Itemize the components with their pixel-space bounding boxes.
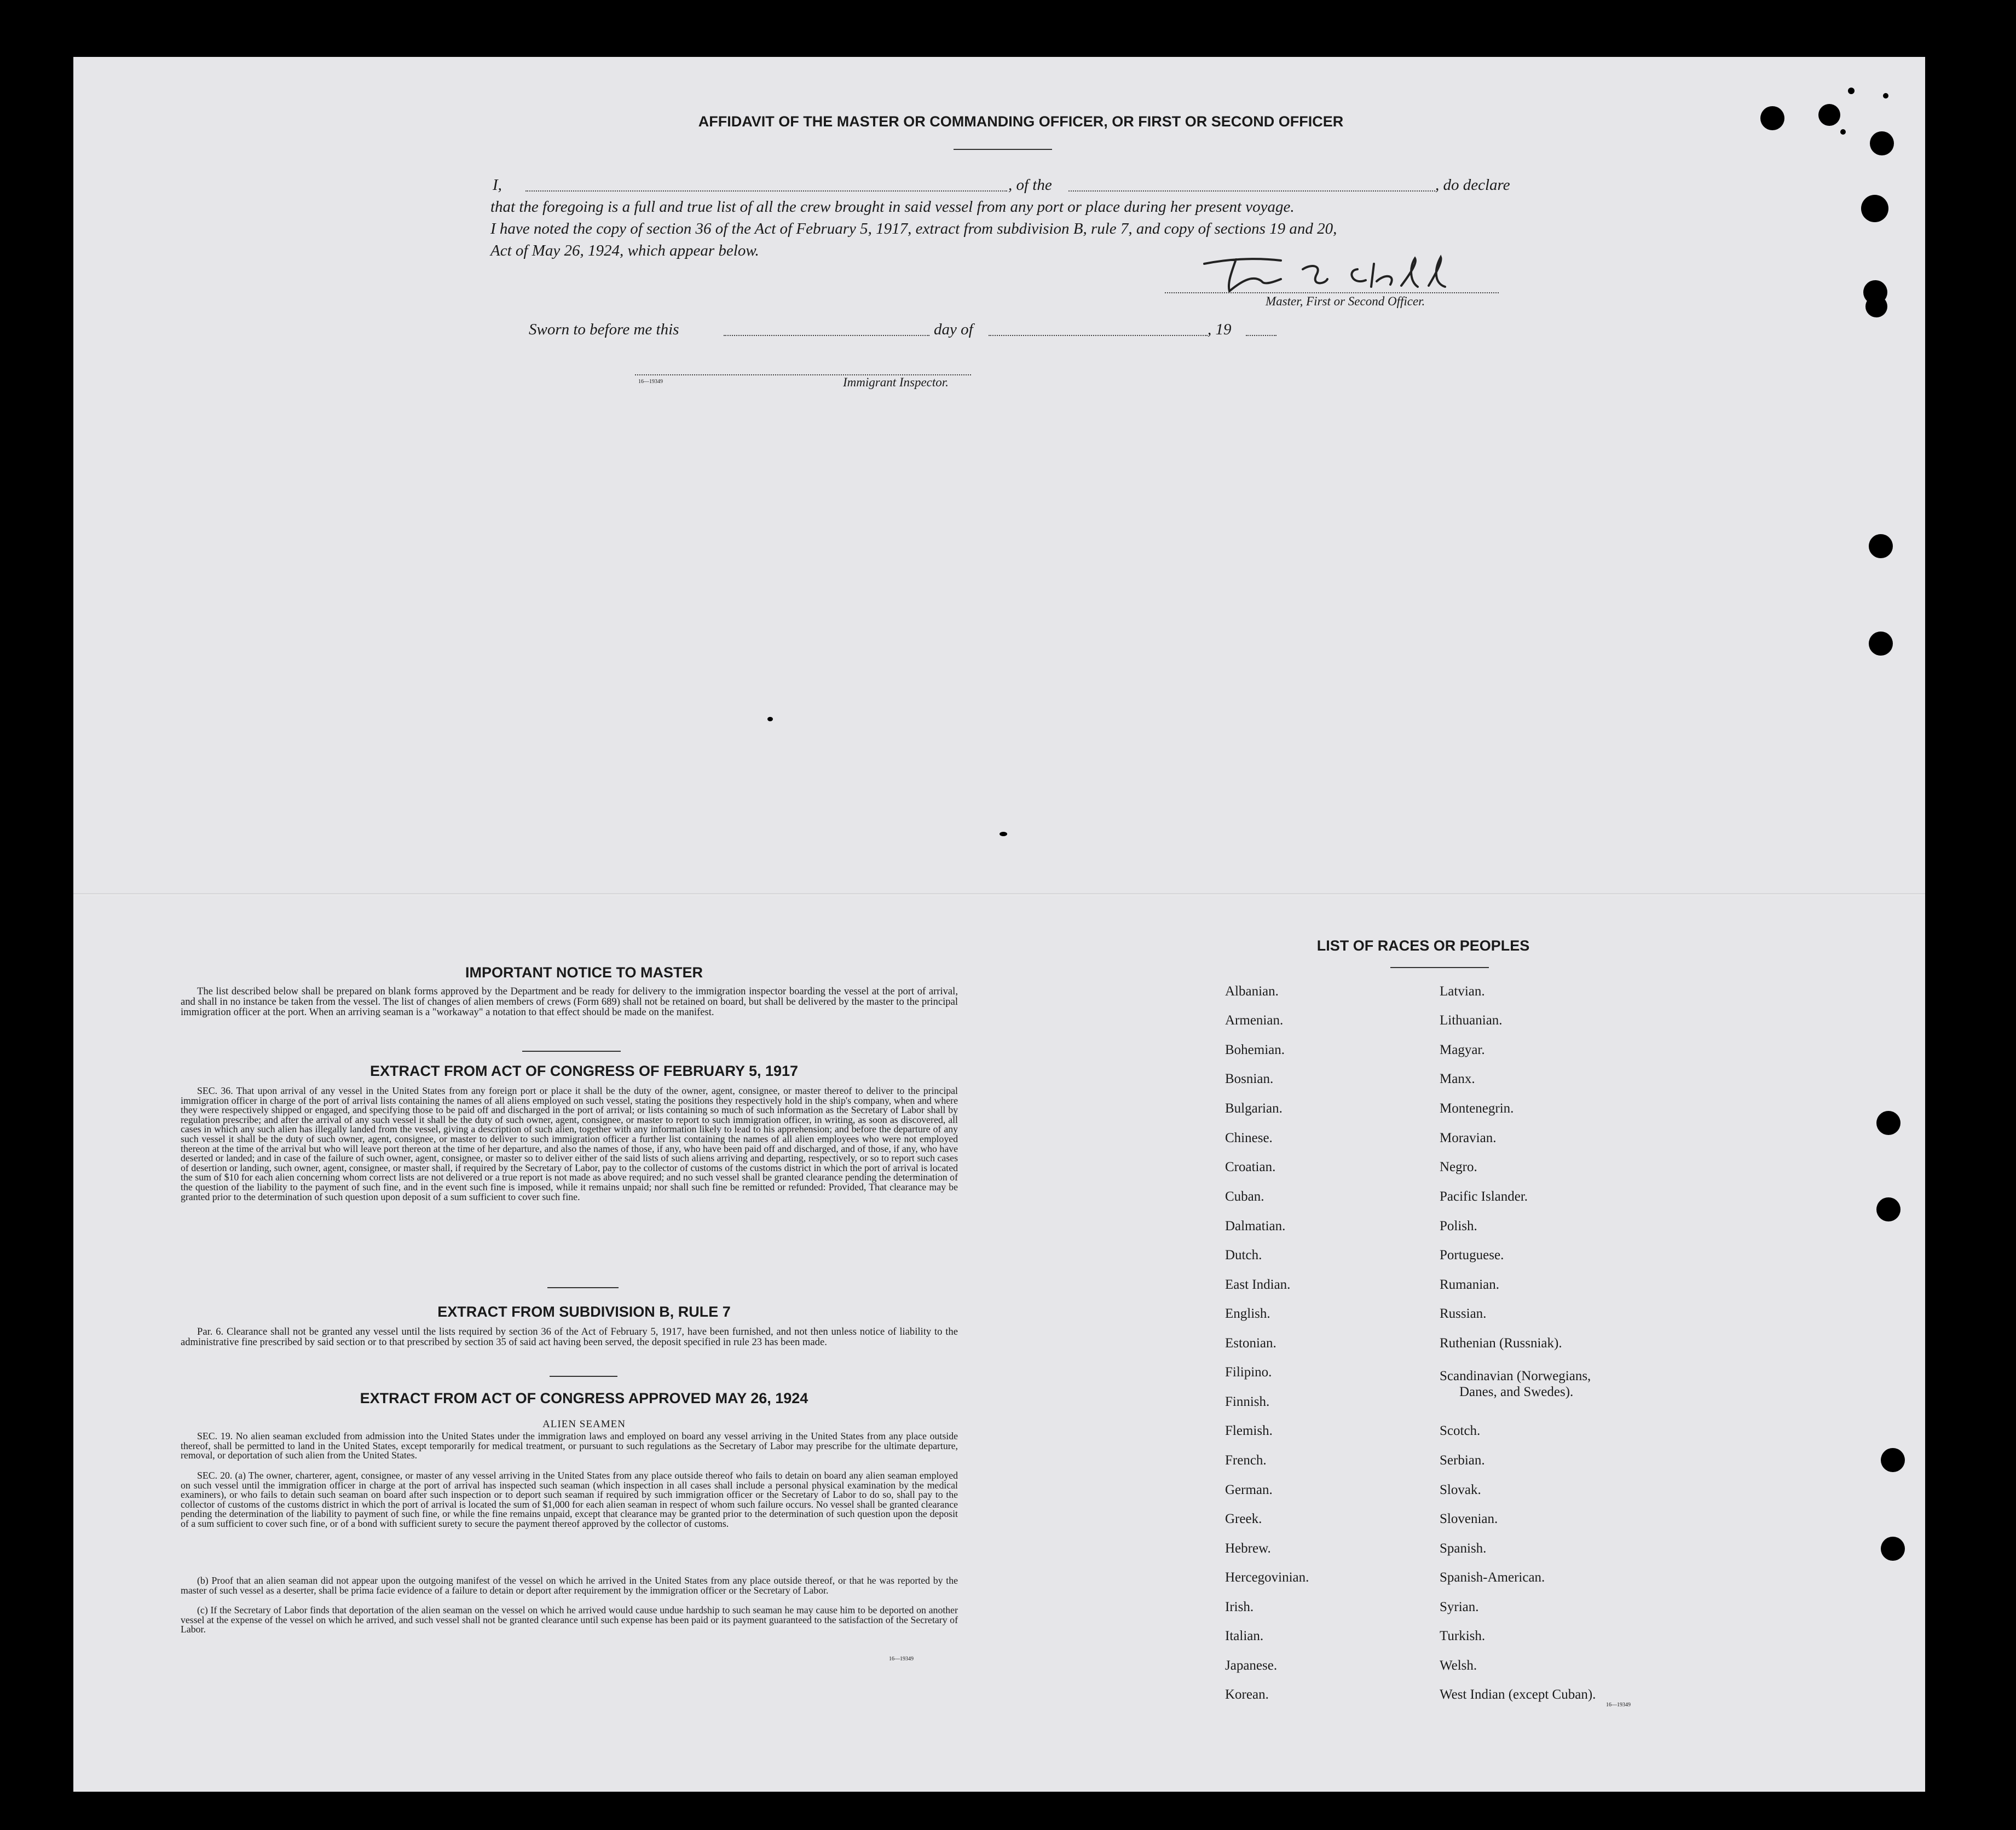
race-item: German. xyxy=(1225,1482,1273,1497)
race-item: Slovenian. xyxy=(1440,1512,1498,1526)
races-title: LIST OF RACES OR PEOPLES xyxy=(1316,937,1530,954)
punch-hole xyxy=(1818,104,1840,126)
race-item: Armenian. xyxy=(1225,1013,1284,1028)
sworn-year-field[interactable] xyxy=(1246,335,1276,336)
race-item: English. xyxy=(1225,1306,1270,1321)
punch-hole xyxy=(1876,1111,1901,1135)
section-rule xyxy=(550,1376,617,1377)
signature-caption: Master, First or Second Officer. xyxy=(1266,294,1425,308)
race-item: Scotch. xyxy=(1440,1423,1481,1438)
race-item: Turkish. xyxy=(1440,1629,1486,1643)
punch-hole xyxy=(1869,632,1893,656)
race-item: Croatian. xyxy=(1225,1160,1276,1174)
race-item: Welsh. xyxy=(1440,1658,1477,1673)
ink-spot xyxy=(767,717,773,721)
race-item: Montenegrin. xyxy=(1440,1101,1514,1116)
race-item: Bulgarian. xyxy=(1225,1101,1283,1116)
punch-hole xyxy=(1870,131,1894,155)
race-item: Japanese. xyxy=(1225,1658,1278,1673)
race-item: Moravian. xyxy=(1440,1131,1497,1145)
signature-line[interactable] xyxy=(1165,292,1499,293)
form-number: 16—19349 xyxy=(1606,1702,1631,1708)
race-item: Serbian. xyxy=(1440,1453,1485,1468)
race-item: Dalmatian. xyxy=(1225,1219,1286,1233)
title-rule xyxy=(954,149,1052,150)
sec20a-body: SEC. 20. (a) The owner, charterer, agent, consignee, or master of any vessel arriving in the United States from any place outside thereof who fails to detain on board any alien seaman employed on such vessel until the immigration officer in charge at the port of arrival has inspected such seaman (which inspection in all cases shall include a personal physical examination by the medical examiners), or who fails to detain such seaman on board after such inspection or to deport such seaman if required by such immigration officer or the Secretary of Labor to do so, shall pay to the collector of customs of the customs district in which the port of arrival is located the sum of $1,000 for each alien seaman in respect of whom such failure occurs. No vessel shall be granted clearance pending the determination of the liability to payment of such fine, or while the fine remains unpaid, except that clearance may be granted prior to the determination of such question upon the deposit of a sum sufficient to cover such fine, or of a bond with sufficient surety to secure the payment thereof approved by the collector of customs. xyxy=(181,1470,958,1529)
affidavit-line-4: Act of May 26, 1924, which appear below. xyxy=(490,242,759,259)
punch-hole xyxy=(1865,296,1887,317)
race-item: Spanish. xyxy=(1440,1541,1487,1556)
sworn-day-field[interactable] xyxy=(724,335,929,336)
inspector-caption: Immigrant Inspector. xyxy=(843,375,949,389)
race-item: Polish. xyxy=(1440,1219,1477,1233)
sworn-label: Sworn to before me this xyxy=(529,321,679,338)
race-item: Spanish-American. xyxy=(1440,1570,1545,1585)
race-item: Albanian. xyxy=(1225,984,1279,999)
form-number: 16—19349 xyxy=(638,379,663,385)
affidavit-line-3: I have noted the copy of section 36 of the Act of February 5, 1917, extract from subdivision B, rule 7, and copy of sections 19 and 20, xyxy=(490,220,1337,238)
race-item: Negro. xyxy=(1440,1160,1477,1174)
race-item: Hercegovinian. xyxy=(1225,1570,1309,1585)
race-item: Bosnian. xyxy=(1225,1072,1274,1086)
race-item: Pacific Islander. xyxy=(1440,1189,1528,1204)
punch-hole xyxy=(1760,106,1784,130)
sworn-month-field[interactable] xyxy=(989,335,1208,336)
extract-1917-title: EXTRACT FROM ACT OF CONGRESS OF FEBRUARY 5, 1917 xyxy=(369,1063,799,1079)
ink-spot xyxy=(1848,88,1855,94)
ink-spot xyxy=(1000,832,1007,836)
race-item: Ruthenian (Russniak). xyxy=(1440,1336,1562,1351)
punch-hole xyxy=(1869,534,1893,558)
notice-body: The list described below shall be prepared on blank forms approved by the Department and be ready for delivery to the immigration inspector boarding the vessel at the port of arrival, and shall in no instance be taken from the vessel. The list of changes of alien members of crews (Form 689) shall not be retained on board, but shall be delivered by the master to the principal immigration officer at the port. When an arriving seaman is a "workaway" a notation to that effect should be made on the manifest. xyxy=(181,986,958,1018)
race-item: Latvian. xyxy=(1440,984,1485,999)
extract-1924-title: EXTRACT FROM ACT OF CONGRESS APPROVED MAY 26, 1924 xyxy=(360,1390,808,1406)
race-item: Cuban. xyxy=(1225,1189,1264,1204)
punch-hole xyxy=(1881,1448,1905,1472)
notice-title: IMPORTANT NOTICE TO MASTER xyxy=(465,964,703,981)
signature xyxy=(1193,247,1489,297)
ink-spot xyxy=(1883,93,1888,99)
race-item: Greek. xyxy=(1225,1512,1262,1526)
race-item: Syrian. xyxy=(1440,1600,1479,1614)
race-item: French. xyxy=(1225,1453,1267,1468)
affidavit-line-2: that the foregoing is a full and true list of all the crew brought in said vessel from any port or place during her present voyage. xyxy=(490,198,1295,216)
vessel-field[interactable] xyxy=(1068,190,1435,192)
race-item: Russian. xyxy=(1440,1306,1487,1321)
race-item: Magyar. xyxy=(1440,1043,1485,1057)
punch-hole xyxy=(1861,195,1888,222)
name-field[interactable] xyxy=(525,190,1007,192)
race-item: Chinese. xyxy=(1225,1131,1273,1145)
race-item: Portuguese. xyxy=(1440,1248,1504,1263)
race-item: Flemish. xyxy=(1225,1423,1273,1438)
race-item: Lithuanian. xyxy=(1440,1013,1503,1028)
extract-1917-body: SEC. 36. That upon arrival of any vessel in the United States from any foreign port or place it shall be the duty of the owner, agent, consignee, or master thereof to deliver to the principal immigration officer in charge of the port of arrival lists containing the names of all aliens employed on such vessel, stating the positions they respectively hold in the ship's company, when and where they were respectively shipped or engaged, and specifying those to be paid off and discharged in the port of arrival; or lists containing so much of such information as the Secretary of Labor shall by regulation prescribe; and after the arrival of any such vessel it shall be the duty of such owner, agent, consignee, or master to report to such immigration officer, in writing, as soon as discovered, all cases in which any such alien has illegally landed from the vessel, giving a description of such alien, together with any information likely to lead to his apprehension; and before the departure of any such vessel it shall be the duty of such owner, agent, consignee, or master to deliver to such immigration officer a further list containing the names of all alien employees who were not employed thereon at the time of the arrival but who will leave port thereon at the time of her departure, and also the names of those, if any, who have been paid off and discharged, and of those, if any, who have deserted or landed; and in case of the failure of such owner, agent, consignee, or master so to deliver either of the said lists of such aliens arriving and departing, respectively, or so to report such cases of desertion or landing, such owner, agent, consignee, or master shall, if required by the Secretary of Labor, pay to the collector of customs of the customs district in which the port of arrival is located the sum of $10 for each alien concerning whom correct lists are not delivered or a true report is not made as above required; and no such vessel shall be granted clearance pending the determination of the question of the liability to the payment of such fine, and in the event such fine is imposed, while it remains unpaid; nor shall such fine be remitted or refunded: Provided, That clearance may be granted prior to the determination of such question upon deposit of a sum sufficient to cover such fine. xyxy=(181,1085,958,1202)
race-item: East Indian. xyxy=(1225,1277,1291,1292)
sec19-body: SEC. 19. No alien seaman excluded from admission into the United States under the immigration laws and employed on board any vessel arriving in the United States from any place outside thereof, shall be permitted to land in the United States, except temporarily for medical treatment, or pursuant to such regulations as the Secretary of Labor may prescribe for the ultimate departure, removal, or deportation of such alien from the United States. xyxy=(181,1431,958,1461)
do-declare-label: , do declare xyxy=(1435,176,1510,194)
punch-hole xyxy=(1876,1197,1901,1221)
fold-crease xyxy=(73,893,1925,895)
races-title-rule xyxy=(1390,967,1489,968)
affidavit-title: AFFIDAVIT OF THE MASTER OR COMMANDING OFFICER, OR FIRST OR SECOND OFFICER xyxy=(698,113,1344,130)
punch-hole xyxy=(1881,1537,1905,1561)
document-page xyxy=(73,57,1925,1792)
of-the-label: , of the xyxy=(1008,176,1052,194)
race-item: Rumanian. xyxy=(1440,1277,1500,1292)
race-item: Estonian. xyxy=(1225,1336,1276,1351)
day-of-label: day of xyxy=(934,321,973,338)
race-item: Finnish. xyxy=(1225,1394,1270,1409)
section-rule xyxy=(522,1051,621,1052)
sec20b-body: (b) Proof that an alien seaman did not appear upon the outgoing manifest of the vessel on which he arrived in the United States from any place outside thereof, or that he was reported by the master of such vessel as a deserter, shall be prima facie evidence of a failure to detain or deport after requirement by the immigration officer or the Secretary of Labor. xyxy=(181,1575,958,1596)
form-number: 16—19349 xyxy=(889,1656,914,1662)
race-item: Bohemian. xyxy=(1225,1043,1285,1057)
year-label: , 19 xyxy=(1208,321,1232,338)
race-item: Slovak. xyxy=(1440,1482,1481,1497)
race-item: Hebrew. xyxy=(1225,1541,1271,1556)
race-item: Danes, and Swedes). xyxy=(1459,1385,1574,1399)
race-item: Manx. xyxy=(1440,1072,1475,1086)
section-rule xyxy=(547,1287,619,1288)
ink-spot xyxy=(1840,129,1846,135)
race-item: Scandinavian (Norwegians, xyxy=(1440,1369,1591,1383)
rule7-body: Par. 6. Clearance shall not be granted any vessel until the lists required by section 36 of the Act of February 5, 1917, have been furnished, and not then unless notice of liability to the administrative fine prescribed by said section or to that prescribed by section 35 of said act having been served, the deposit specified in rule 23 has been made. xyxy=(181,1326,958,1348)
race-item: West Indian (except Cuban). xyxy=(1440,1687,1596,1702)
rule7-title: EXTRACT FROM SUBDIVISION B, RULE 7 xyxy=(437,1304,731,1320)
extract-1924-subtitle: ALIEN SEAMEN xyxy=(542,1418,626,1430)
race-item: Italian. xyxy=(1225,1629,1264,1643)
race-item: Korean. xyxy=(1225,1687,1269,1702)
i-label: I, xyxy=(493,176,502,194)
sec20c-body: (c) If the Secretary of Labor finds that deportation of the alien seaman on the vessel on which he arrived would cause undue hardship to such seaman he may cause him to be deported on another vessel at the expense of the vessel on which he arrived, and such vessel shall not be granted clearance until such expense has been paid or its payment guaranteed to the satisfaction of the Secretary of Labor. xyxy=(181,1605,958,1635)
race-item: Irish. xyxy=(1225,1600,1254,1614)
race-item: Dutch. xyxy=(1225,1248,1262,1263)
race-item: Filipino. xyxy=(1225,1365,1272,1380)
